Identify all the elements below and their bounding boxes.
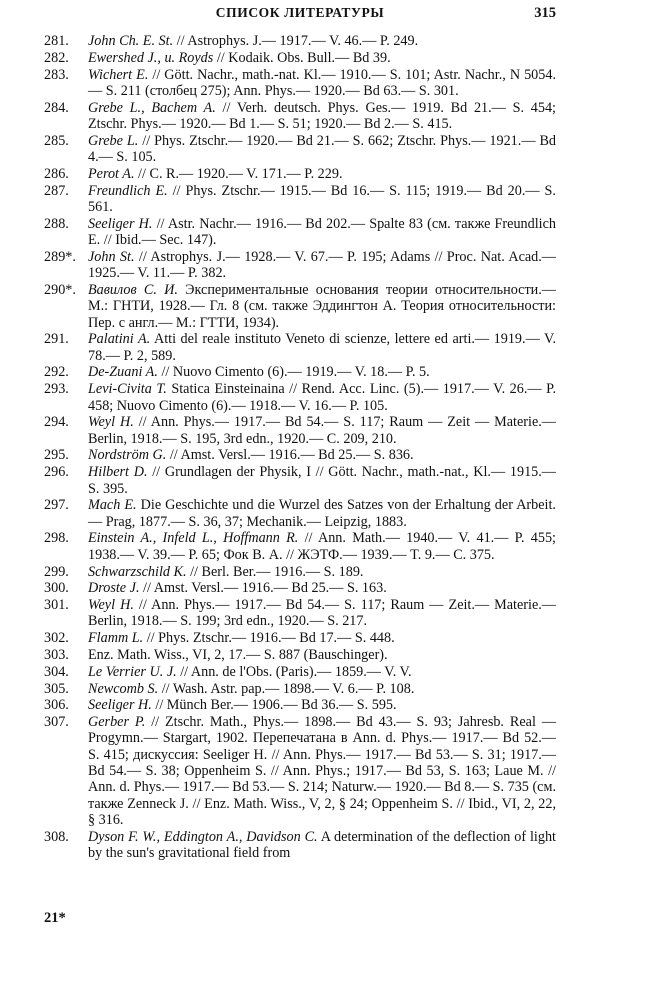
reference-entry (44, 100, 556, 133)
reference-author: Ewershed J., u. Royds (88, 49, 214, 66)
reference-author: Einstein A., Infeld L., Hoffmann R. (88, 530, 299, 547)
reference-number: 304. (44, 663, 69, 680)
reference-author: Droste J. (88, 580, 140, 597)
reference-number: 285. (44, 132, 69, 149)
reference-entry (44, 580, 556, 596)
reference-text: // Kodaik. Obs. Bull.— Bd 39. (213, 49, 391, 66)
reference-text: // Nuovo Cimento (6).— 1919.— V. 18.— P. 5. (157, 364, 430, 381)
reference-number: 296. (44, 464, 69, 481)
reference-author: Schwarzschild K. (88, 563, 187, 580)
reference-entry (44, 133, 556, 166)
reference-number: 299. (44, 563, 69, 580)
reference-text: // Berl. Ber.— 1916.— S. 189. (186, 563, 364, 580)
reference-author: Weyl H. (88, 414, 134, 431)
reference-author: John Ch. E. St. (88, 33, 174, 49)
reference-entry (44, 166, 556, 182)
reference-text: // Phys. Ztschr.— 1915.— Bd 16.— S. 115; 1919.— Bd 20.— S. 561. (88, 182, 556, 215)
reference-author: Wichert E. (88, 66, 149, 83)
reference-author: Seeliger H. (88, 215, 153, 232)
reference-number: 283. (44, 66, 69, 83)
reference-entry (44, 530, 556, 563)
reference-author: Dyson F. W., Eddington A., Davidson C. (88, 828, 318, 845)
reference-entry (44, 50, 556, 66)
reference-text: // Amst. Versl.— 1916.— Bd 25.— S. 836. (166, 447, 414, 464)
reference-text: // Wash. Astr. pap.— 1898.— V. 6.— P. 108. (158, 680, 415, 697)
reference-number: 295. (44, 447, 69, 464)
reference-author: Freundlich E. (88, 182, 168, 199)
reference-list (44, 33, 556, 862)
reference-entry (44, 216, 556, 249)
reference-number: 307. (44, 714, 69, 731)
reference-author: Hilbert D. (88, 464, 148, 481)
reference-number: 289*. (44, 248, 76, 265)
reference-author: John St. (88, 248, 135, 265)
reference-number: 306. (44, 697, 69, 714)
reference-number: 302. (44, 630, 69, 647)
reference-author: De-Zuani A. (88, 364, 158, 381)
reference-entry (44, 364, 556, 380)
reference-number: 300. (44, 580, 69, 597)
reference-entry (44, 647, 556, 663)
reference-author: Mach E. (88, 497, 137, 514)
reference-entry (44, 414, 556, 447)
reference-number: 287. (44, 182, 69, 199)
reference-author: Weyl H. (88, 597, 134, 614)
reference-entry (44, 33, 556, 49)
reference-author: Gerber P. (88, 714, 146, 731)
reference-text: Экспериментальные основания теории относительности.— М.: ГНТИ, 1928.— Гл. 8 (см. также Эддингтон А. Теория относительности: Пер. с англ.— М.: ГТТИ, 1934). (88, 281, 556, 331)
reference-number: 308. (44, 828, 69, 845)
reference-number: 303. (44, 646, 69, 663)
reference-text: // Astr. Nachr.— 1916.— Bd 202.— Spalte 83 (см. также Freundlich E. // Ibid.— Sec. 147). (88, 215, 556, 249)
reference-entry (44, 464, 556, 497)
reference-text: A determination of the deflection of light by the sun's gravitational field from (88, 828, 556, 862)
reference-text: // Ann. de l'Obs. (Paris).— 1859.— V. V. (176, 663, 412, 680)
reference-entry (44, 497, 556, 530)
reference-number: 291. (44, 331, 69, 348)
reference-author: Nordström G. (88, 447, 167, 464)
reference-author: Newcomb S. (88, 680, 159, 697)
reference-text: // Verh. deutsch. Phys. Ges.— 1919. Bd 21.— S. 454; Ztschr. Phys.— 1920.— Bd 1.— S. 51; 1920.— Bd 2.— S. 415. (88, 99, 557, 132)
signature-mark: 21* (44, 910, 66, 926)
reference-text: Statica Einsteinaina // Rend. Acc. Linc. (5).— 1917.— V. 26.— P. 458; Nuovo Cimento (6).— 1918.— V. 16.— P. 105. (88, 381, 557, 414)
reference-text: // Münch Ber.— 1906.— Bd 36.— S. 595. (151, 697, 397, 714)
reference-author: Le Verrier U. J. (88, 663, 177, 680)
reference-author: Grebe L., Bachem A. (88, 99, 216, 116)
reference-text: // Phys. Ztschr.— 1916.— Bd 17.— S. 448. (143, 630, 395, 647)
reference-number: 281. (44, 33, 69, 49)
reference-number: 284. (44, 99, 69, 116)
reference-text: // Astrophys. J.— 1928.— V. 67.— P. 195; Adams // Proc. Nat. Acad.— 1925.— V. 11.— P. 382. (88, 248, 556, 282)
reference-number: 288. (44, 215, 69, 232)
reference-author: Flamm L. (88, 630, 144, 647)
reference-text: // Ann. Math.— 1940.— V. 41.— P. 455; 1938.— V. 39.— P. 65; Фок В. А. // ЖЭТФ.— 1939.— T. 9.— C. 375. (88, 530, 556, 563)
reference-entry (44, 564, 556, 580)
reference-entry (44, 664, 556, 680)
reference-text: // Phys. Ztschr.— 1920.— Bd 21.— S. 662; Ztschr. Phys.— 1921.— Bd 4.— S. 105. (88, 132, 557, 166)
reference-text: // Ztschr. Math., Phys.— 1898.— Bd 43.— S. 93; Jahresb. Real — Progymn.— Stargart, 1902. Перепечатана в Ann. d. Phys.— 1917.— Bd 52.— S. 415; дискуссия: Seeliger H. // Ann. Phys.— 1917.— Bd 53.— S. 31; 1917.— Bd 54.— S. 38; Oppenheim S. // Ann. Phys.; 1917.— Bd 53, S. 163; Laue M. // Ann. d. Phys.— 1917.— Bd 53.— S. 214; Naturw.— 1920.— Bd 8.— S. 735 (см. также Zenneck J. // Enz. Math. Wiss., V, 2, § 24; Oppenheim S. // Ibid., VI, 2, 22, § 316. (88, 714, 557, 828)
reference-text: // Amst. Versl.— 1916.— Bd 25.— S. 163. (139, 580, 387, 597)
reference-entry (44, 714, 556, 828)
reference-entry (44, 183, 556, 216)
reference-author: Grebe L. (88, 132, 139, 149)
reference-text: Atti del reale instituto Veneto di scienze, lettere ed arti.— 1919.— V. 78.— P. 2, 589. (88, 331, 556, 364)
reference-text: // C. R.— 1920.— V. 171.— P. 229. (134, 165, 343, 182)
reference-entry (44, 67, 556, 100)
reference-entry (44, 249, 556, 282)
reference-text: // Gött. Nachr., math.-nat. Kl.— 1910.— S. 101; Astr. Nachr., N 5054.— S. 211 (столбец 275); Ann. Phys.— 1920.— Bd 63.— S. 301. (88, 66, 557, 99)
reference-text: Enz. Math. Wiss., VI, 2, 17.— S. 887 (Bauschinger). (88, 646, 388, 663)
reference-entry (44, 630, 556, 646)
reference-author: Palatini A. (88, 331, 151, 348)
reference-number: 301. (44, 597, 69, 614)
reference-text: // Ann. Phys.— 1917.— Bd 54.— S. 117; Raum — Zeit.— Materie.— Berlin, 1918.— S. 199; 3rd edn., 1920.— S. 217. (88, 597, 556, 630)
reference-text: // Astrophys. J.— 1917.— V. 46.— P. 249. (173, 33, 419, 49)
reference-number: 294. (44, 414, 69, 431)
reference-entry (44, 597, 556, 630)
reference-entry (44, 331, 556, 364)
reference-entry (44, 381, 556, 414)
reference-text: // Grundlagen der Physik, I // Gött. Nachr., math.-nat., Kl.— 1915.— S. 395. (88, 464, 556, 497)
reference-number: 293. (44, 381, 69, 398)
reference-number: 305. (44, 680, 69, 697)
running-head (44, 5, 556, 25)
page-number: 315 (534, 5, 556, 21)
reference-entry (44, 681, 556, 697)
reference-author: Perot A. (88, 165, 135, 182)
reference-number: 286. (44, 165, 69, 182)
reference-entry (44, 282, 556, 331)
reference-text: Die Geschichte und die Wurzel des Satzes von der Erhaltung der Arbeit.— Prag, 1877.— S. 36, 37; Mechanik.— Leipzig, 1883. (88, 497, 556, 530)
running-head-title: СПИСОК ЛИТЕРАТУРЫ (215, 5, 385, 20)
reference-number: 282. (44, 49, 69, 66)
reference-entry (44, 447, 556, 463)
reference-number: 297. (44, 497, 69, 514)
reference-entry (44, 697, 556, 713)
reference-number: 298. (44, 530, 69, 547)
reference-number: 290*. (44, 281, 76, 298)
reference-entry (44, 829, 556, 862)
reference-author: Levi-Civita T. (88, 381, 167, 398)
reference-author: Вавилов С. И. (88, 281, 178, 298)
reference-number: 292. (44, 364, 69, 381)
reference-text: // Ann. Phys.— 1917.— Bd 54.— S. 117; Raum — Zeit — Materie.— Berlin, 1918.— S. 195, 3rd edn., 1920.— C. 209, 210. (88, 414, 556, 447)
reference-author: Seeliger H. (88, 697, 152, 714)
